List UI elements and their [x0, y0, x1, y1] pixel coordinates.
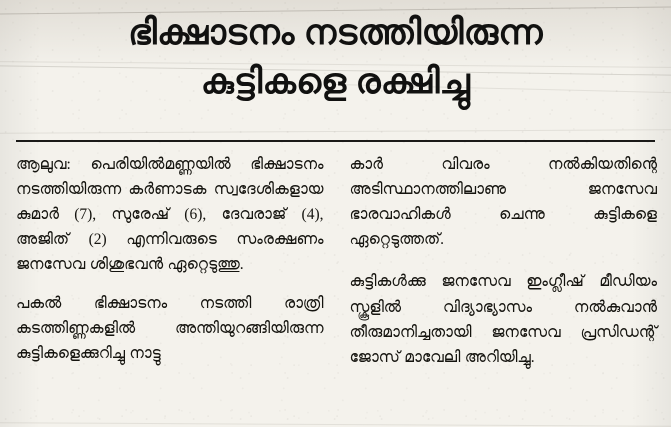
headline-line-1: ഭിക്ഷാടനം നടത്തിയിരുന്ന [128, 13, 543, 52]
paragraph: കാർ വിവരം നൽകിയതിന്റെ അടിസ്ഥാനത്തിലാണു ജനസേവ ഭാരവാഹികൾ ചെന്നു കുട്ടികളെ ഏറ്റെടുത്തത്. [349, 156, 657, 249]
paper-crease [0, 129, 671, 134]
paragraph: ആലുവ: പെരിയിൽമണ്ണയിൽ ഭിക്ഷാടനം നടത്തിയിരുന്ന കർണാടക സ്വദേശികളായ കുമാർ (7), സുരേഷ് (6), ദേവരാജ് (4), അജിത് (2) എന്നിവരുടെ സംരക്ഷണം ജനസേവ ശിശുഭവൻ ഏറ്റെടുത്തു. [16, 156, 324, 274]
paper-crease [0, 422, 671, 427]
right-column [350, 152, 658, 421]
left-column [16, 152, 324, 421]
headline-divider-rule [16, 140, 655, 142]
article-body [16, 152, 657, 421]
headline [0, 8, 671, 106]
headline-line-2: കുട്ടികളെ രക്ഷിച്ചു [200, 62, 471, 101]
paragraph: പകൽ ഭിക്ഷാടനം നടത്തി രാത്രി കടത്തിണ്ണകളിൽ അന്തിയുറങ്ങിയിരുന്ന കുട്ടികളെക്കുറിച്ചു നാട്ടു [16, 294, 324, 362]
paragraph: കുട്ടികൾക്കു ജനസേവ ഇംഗ്ലീഷ് മീഡിയം സ്കൂളിൽ വിദ്യാഭ്യാസം നൽകുവാൻ തീരുമാനിച്ചതായി ജനസേവ പ്രസിഡന്റ് ജോസ് മാവേലി അറിയിച്ചു. [349, 273, 657, 366]
